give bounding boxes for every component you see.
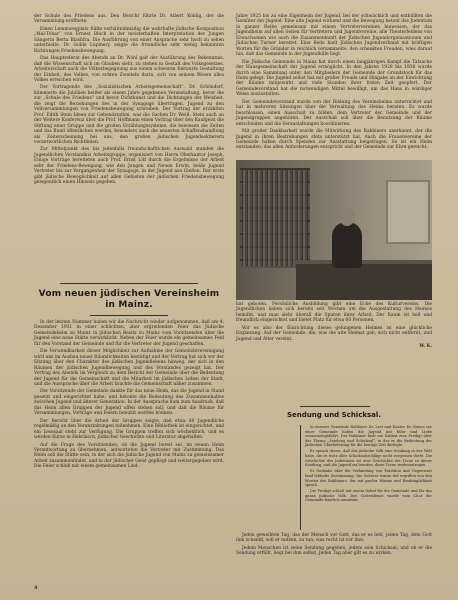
article-paragraph: Auf die Frage des Vorsitzenden, ob die Jugend bereit sei, im neuen Heim Verantwortung zu übernehmen, antworteten die Vertreter mit Zustimmung. Das Heim soll die Stätte sein, in der sich die jüdische Jugend von Mainz zu gemeinsamer Arbeit zusammenfindet, und in der jüdischer Geist gepflegt und weitergegeben wird. Die Feier schloß mit einem gemeinsamen Lied.: [34, 442, 224, 470]
article-paragraph: Jeden geweihten Tag, das der Mensch vor Gott, das er es lebt, jeden Tag, dem Gott ihm schenkt, soll er nutzen, zu tun, was recht ist vor ihm.: [236, 533, 432, 544]
article-paragraph: Der Bericht über die Arbeit der Gruppen zeigte, daß etwa 80 Jugendliche regelmäßig an den Veranstaltungen teilnehmen. Eine Bibliothek ist eingerichtet, und ein Lesesaal steht zur Verfügung. Die Gruppen treffen sich wöchentlich, und es werden Kurse in Hebräisch, jüdischer Geschichte und Literatur abgehalten.: [34, 418, 224, 441]
article-paragraph: Einen Lemmwegplatz füllte verhältnißmäßig die wahrhafte jüdische Komposition „Mal-Tohar“ von Ernest Bloch in der meisterhaften Interpretation der Jungen Sängerin Berta Blashfra. Die Ausführung von einer Ansprache sehr hoch zu sehen unterhielte. Dr. Golde Lupinery, zeigte die freundliche sehr wenig bekannten Richtungen Friedensbewegung.: [34, 26, 224, 54]
right-column-bottom-article: [236, 533, 432, 559]
left-column-top-article: [34, 14, 224, 188]
section-divider: [60, 283, 198, 284]
article-paragraph: der Schule des Friedens aus. Den Bericht führte Dr. Albert Kohlig, der die Versammlung eröffnete.: [34, 14, 224, 25]
article-paragraph: Er Gedanke über die Verbindung von Tradition und Gegenwart fand lebhafte Zustimmung. Die Zuhörer waren tief ergriffen von den Worten des Rabbiners, der mit großer Wärme und Eindringlichkeit sprach.: [305, 469, 432, 488]
article-paragraph: Der Vorsitzende der Gemeinde dankte für das neue Heim, das die Jugend in Stand gesetzt und eingerichtet habe, und betonte die Bedeutung des Zusammenhaltes zwischen Jugend und älterer Generation. In der Aussprache kam zum Ausdruck, daß das Heim allen Gruppen der Jugend offen stehen soll, und daß die Räume für Versammlungen, Vorträge und Feiern benutzt werden können.: [34, 389, 224, 417]
author-signature: W. K.: [419, 344, 432, 350]
article-paragraph: In der letzten Nummer haben wir die Nachricht wieder aufgenommen, daß am 4. Dezember 1931 in einer schlichten, aber ergreifenden Feier das Jüdische Gemeindeheim zu Mainz in jüdischen Besitz zu Mainz vom Vorsitzenden über die Jugend eine neue Stätte verwirklicht. Neben der Feier wurde ein gemeinsames Feld für den Vorstand der Gemeinde und für die Vertreter der Jugend geschaffen.: [34, 320, 224, 347]
right-column-photo-caption-article: [236, 302, 432, 350]
article-headline: Sendung und Schicksal.: [287, 411, 381, 419]
article-paragraph: Zur Mittelpunkt des bis jedenfalls freundschaftlichen Auswahl standen die Jugendlichen Verstandnis Arbeitsgruppe, organisiert von Herrn Oberkantor Joseph, Einige Vorträge bereiteten auch Prof. Ernst Litt durch die Ergebnisse der Arbeit sehr der Friedens-Bewegung, wie den Jungen und Neuen Erwin, beide Jugend Vertreter bis zur Vergangenheit der Synagoge, in der Jugend aus Gießen. Der erste gibt jüdische Beweglichkeit auf allen Gebieten der jüdischen Friedensbewegung gelegentlich einen Hinweis gegeben.: [34, 147, 224, 186]
article-paragraph: Jahre 1925 bis zu eine Eigenheim der Jugend, bei der schwächlich und enthüllten die Gemüter der Jugend. Eine alte Jugend wirkend und die Bewegung betont das Judentum in ganzer Reihe gemeinsam mit einem Vertretervereinen hinweisen, der das Jugendheim auf allen Seiten für Vertretern und Jugendvereine, alle Theaterfeldens von Erwachsenen wie auch die Zusammenkunft der Jüdischen Jugendorganisationen und Jüdischen Turner bereitet. Eine Rede hielt Jüdischen Jugendverband mit kräftigen Worten für die Gründer in reichlich versammelte, den schenkten Freuden, wies darauf hin, daß das Gemeinde in der Jugendhilfe liegt.: [236, 14, 432, 58]
interior-photograph: [236, 160, 432, 300]
person-head: [339, 208, 355, 226]
article-paragraph: Jedem Menschen ist seine Sendung gegeben, jedem sein Schicksal; und ob er die Sendung erfüllt, liegt bei ihm selbst. Jeden Tag aber gilt es zu wirken.: [236, 545, 432, 557]
right-column-top-article: [236, 14, 432, 153]
article-paragraph: Die Predigt schloß mit einem Gebet für die Gemeinde und für das ganze jüdische Volk. Der Gottesdienst wurde vom Chor der Gemeinde feierlich umrahmt.: [305, 489, 432, 503]
article-paragraph: Das Hauptreferat des Abends an Dr. Wohl galt der Ausführung des Bekenntnis, daß die Wissenschaft sich im Glauben sieht, zu stehen in Gestalt des Volksgesetzes. Arbeiterschaft auch die Völkerbegegnung aus einem schweren Entwurfe Gestaltung der Einheit, des Volkes, von echten Zweiteln darin, sich von seinem Wesen alles Volkes erreichen wird.: [34, 56, 224, 83]
article-paragraph: In unserer Gemeinde Rabbiner Dr. Levi und Kantor Dr. Simon vor einer Gemeinde haben die Jugend mit Eifer und Liebe zusammengeführt. Der Rabbiner hielt am Sabbat eine Predigt über das Thema „Sendung und Schicksal“, in der er die Bedeutung der jüdischen Überlieferung für die heutige Zeit darlegte.: [305, 425, 432, 448]
article-paragraph: Wir es also der Einrichtung dieses gelungenen Heimes ist eine glückliche Ergänzung. Auf der Gemeinde, die, was die alte Heimat gab, sich nicht entfernt, und Jugend und Alter vereint.: [236, 325, 432, 342]
seated-person: [332, 222, 362, 268]
section-divider: [300, 406, 370, 407]
indented-article-box: [300, 425, 432, 530]
table: [296, 264, 432, 300]
article-paragraph: Die Verwendbarkeit dieser Möglichkeit zur Aufnahme der Gemeindevereinigung wird uns im Ausbau neuer Räumlichkeiten bestätigt und der Vertrag hat sich vor der Sitzung über den Charakter des jüdischen Jugendlebens hinweg, der sich in den Räumen der jüdischen Jugendbewegung und des Vorstandes gezeigt hat. Der Vortrag des Abends im Vergleich zu dem Bericht der Gemeinde über die Bedeutung der Jugend für die Gemeinschaft und die Mitarbeit im jüdischen Leben der Stadt, und die Aussprache über die Arbeit brachte die Gemeinschaft näher zusammen.: [34, 349, 224, 387]
books: [242, 170, 308, 266]
headline-underline: [90, 315, 168, 316]
article-paragraph: Die Jüdische Gemeinde in Mainz hat durch einen langjährigen Kampf die Tatsache der Hausgemeinschaft der Jugend ermöglicht. In den Jahren 1928 bis 1930 wurde durch eine Sammlung unter den Mitgliedern der Gemeinde der Grundstock für das Heim gelegt. Die Jugend selbst hat mit großer Freude und Hingabe an der Einrichtung der Räume mitgewirkt und viele Stunden ihrer freien Zeit geopfert. Der Gemeindevorstand hat die notwendigen Mittel bewilligt, um das Haus in würdiger Weise auszustatten.: [236, 59, 432, 98]
article-paragraph: hat geboten. Persönliche Ausbildung gibt eine Ecke des Kulturvereins. Die Jugendlichen haben sich bereits seit Wochen um die Ausgestaltung des Heimes bemüht, und man sieht überall die Spuren ihrer Arbeit. Der Raum ist hell und freundlich eingerichtet und bietet Platz für etwa 60 Personen.: [236, 302, 432, 324]
article-paragraph: Mit großer Dankbarkeit wurde die Mitwirkung des Rabbiners anerkannt, der die Jugend in ihren Bestrebungen stets unterstützt hat. Auch die Frauenvereine der Gemeinde haben durch Spenden zur Ausstattung beigetragen. So ist ein Heim entstanden, das allen Anforderungen entspricht und der Gemeinde zur Ehre gereicht.: [236, 129, 432, 151]
article-paragraph: Er sprach davon, daß das jüdische Volk eine Sendung in der Welt habe, die es trotz aller Schicksalsschläge nicht vergessen dürfe. Die Geschichte des Judentums sei eine Geschichte der Treue zu dieser Sendung, und die Jugend sei berufen, diese Treue weiterzutragen.: [305, 449, 432, 468]
window: [386, 180, 430, 244]
article-headline: Vom neuen jüdischen Vereinsheim in Mainz.: [38, 289, 220, 310]
article-paragraph: Der Vortragende des „Sozialistischen Arbeitsgemeinschaft“, Dr. Schöndorf, kümmerte die Jubiläen heißer als einem Jahre gegebenen Veranstaltung, bevor die zur „Schule des Friedens“ und bevor Dichtkunst und die Dichtungen der Weisheit, die zeigt die Beziehungen des in der Synagoge übertragen, Jugend zu den Vollversammlungen von Friedensbewegung schreiben. Der Vortrag der erzählten Prof. Edith Stein Ideen zur Gebendstation, was die Sachen Dr. Weiß, Stein auch an der Weitere Konferenz über die Prof. Hoffmann einen Vortrag über den Kaufgeist die Stiftung einer Gruppe und die großen Erzählungssysteme, die bewiesen die Zeiten und das Bund öffentlichen werden, besonders auch die neuesten Schaffenshandlung als Zeiterscheinung bei uns, den großen jüdischen Jugendsektierern verantwortlichen Richtlinien.: [34, 85, 224, 145]
left-column-main-article: [34, 320, 224, 472]
article-paragraph: Der Gemeindevorstand wurde von der Bildung des Vereinsheims unterrichtet und hat in mehreren Sitzungen über die Verwaltung des Heims beraten. Es wurde beschlossen, einen Ausschuß zu bilden, dem Vertreter der Gemeinde und der Jugendgruppen angehören. Der Ausschuß soll über die Benutzung der Räume entscheiden und die Veranstaltungen koordinieren.: [236, 99, 432, 127]
page-number: 4: [34, 585, 38, 591]
